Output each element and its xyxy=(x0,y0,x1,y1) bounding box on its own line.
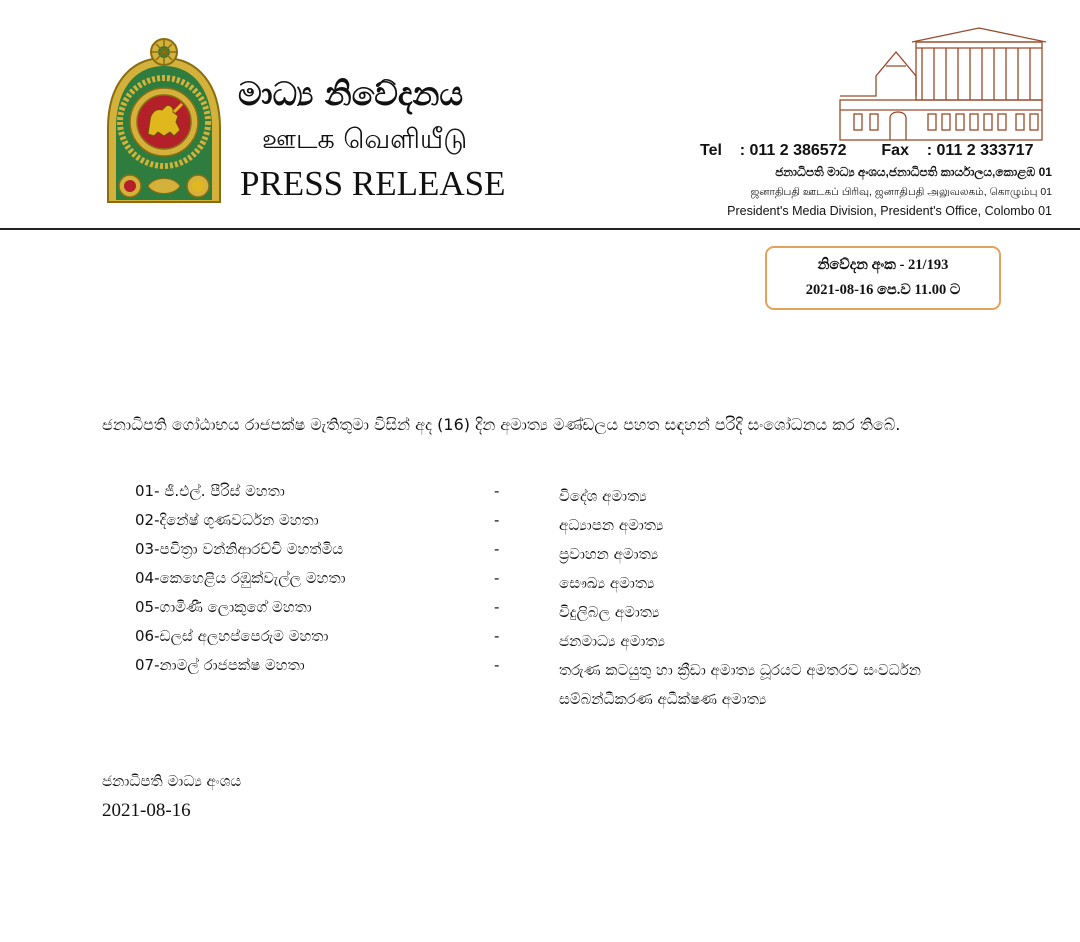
separator-dash: - xyxy=(494,569,500,587)
address-sinhala: ජනාධිපති මාධ්‍ය අංශය,ජනාධිපති කාර්යාලය,කොළඹ 01 xyxy=(775,165,1052,179)
appointee-name: 04-කෙහෙළිය රඹුක්වැල්ල මහතා xyxy=(135,569,346,587)
ministry-post: සෞඛ්‍ය අමාත්‍ය xyxy=(559,574,655,592)
tel-label: Tel xyxy=(700,142,722,159)
footer-signature: ජනාධිපති මාධ්‍ය අංශය xyxy=(102,772,242,790)
list-item xyxy=(0,598,1080,626)
appointee-name: 03-පවිත්‍රා වන්නිආරච්චි මහත්මිය xyxy=(135,540,344,558)
fax-label: Fax xyxy=(881,142,909,159)
address-english: President's Media Division, President's Office, Colombo 01 xyxy=(727,204,1052,218)
appointee-name: 05-ගාමිණී ලොකුගේ මහතා xyxy=(135,598,312,616)
release-reference-box xyxy=(765,246,1001,310)
separator-dash: - xyxy=(494,482,500,500)
separator-dash: - xyxy=(494,511,500,529)
address-tamil: ஜனாதிபதி ஊடகப் பிரிவு, ஜனாதிபதி அலுவலகம், கொழும்பு 01 xyxy=(750,186,1052,198)
tel-value: : 011 2 386572 xyxy=(739,142,847,159)
list-item xyxy=(0,569,1080,597)
separator-dash: - xyxy=(494,656,500,674)
list-item xyxy=(0,482,1080,510)
list-item xyxy=(0,511,1080,539)
ministry-post: විදුලිබල අමාත්‍ය xyxy=(559,603,660,621)
header-divider xyxy=(0,228,1080,230)
intro-paragraph: ජනාධිපති ගෝඨාභය රාජපක්ෂ මැතිතුමා විසින් අද (16) දින අමාත්‍ය මණ්ඩලය පහත සඳහන් පරිදි සංශෝධනය කර තිබේ. xyxy=(102,415,901,434)
separator-dash: - xyxy=(494,540,500,558)
title-english: PRESS RELEASE xyxy=(240,164,506,203)
building-illustration-icon xyxy=(836,26,1048,144)
contact-phone-fax xyxy=(700,142,1052,160)
ministry-post: විදේශ අමාත්‍ය xyxy=(559,487,647,505)
appointee-name: 02-දිනේෂ් ගුණවර්ධන මහතා xyxy=(135,511,319,529)
ministry-post: ජනමාධ්‍ය අමාත්‍ය xyxy=(559,632,665,650)
separator-dash: - xyxy=(494,627,500,645)
ministry-post: තරුණ කටයුතු හා ක්‍රීඩා අමාත්‍ය ධූරයට අමතරව සංවර්ධන සම්බන්ධීකරණ අධීක්ෂණ අමාත්‍ය xyxy=(559,661,921,708)
appointee-name: 06-ඩලස් අලහප්පෙරුම මහතා xyxy=(135,627,329,645)
list-item xyxy=(0,540,1080,568)
release-number: නිවේදන අංක - 21/193 xyxy=(817,257,949,273)
fax-value: : 011 2 333717 xyxy=(926,142,1034,159)
separator-dash: - xyxy=(494,598,500,616)
ministry-post: අධ්‍යාපන අමාත්‍ය xyxy=(559,516,664,534)
title-sinhala: මාධ්‍ය නිවේදනය xyxy=(238,74,464,113)
list-item xyxy=(0,656,1080,708)
release-datetime: 2021-08-16 පෙ.ව 11.00 ට xyxy=(805,282,961,298)
appointee-name: 01- ජී.එල්. පීරිස් මහතා xyxy=(135,482,285,500)
list-item xyxy=(0,627,1080,655)
ministry-post: ප්‍රවාහන අමාත්‍ය xyxy=(559,545,659,563)
title-tamil: ஊடக வெளியீடு xyxy=(262,124,468,155)
appointee-name: 07-නාමල් රාජපක්ෂ මහතා xyxy=(135,656,305,674)
national-emblem-icon xyxy=(104,36,224,206)
footer-date: 2021-08-16 xyxy=(102,800,191,821)
